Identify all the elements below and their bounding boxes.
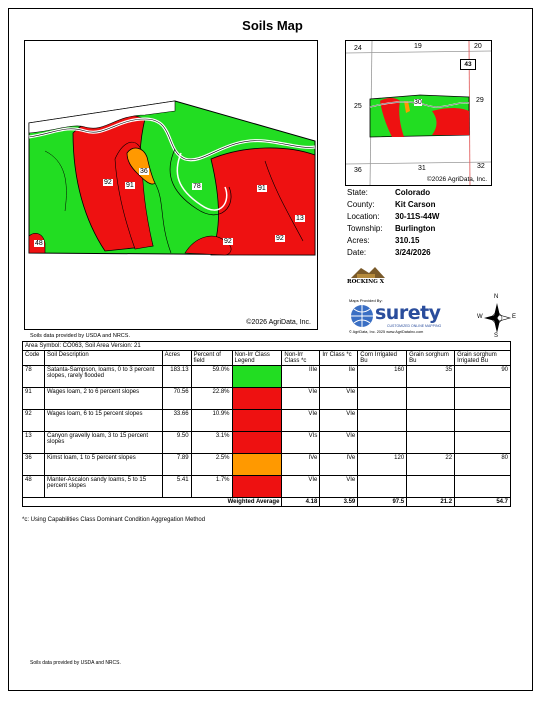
col-header: Soil Description bbox=[44, 351, 162, 366]
soil-acres: 9.50 bbox=[162, 432, 191, 454]
section-label: 36 bbox=[354, 167, 362, 174]
soil-percent: 10.9% bbox=[191, 410, 232, 432]
col-header: Non-Irr Class *c bbox=[282, 351, 320, 366]
soil-description: Manter-Ascalon sandy loams, 5 to 15 percent slopes bbox=[44, 476, 162, 498]
legend-swatch bbox=[233, 388, 282, 409]
weighted-label: Weighted Average bbox=[23, 498, 282, 507]
soil-percent: 3.1% bbox=[191, 432, 232, 454]
info-label: County: bbox=[347, 200, 375, 209]
info-row-date bbox=[347, 247, 439, 259]
nonirr-class: VIe bbox=[282, 476, 320, 498]
compass-s: S bbox=[494, 333, 499, 339]
nonirr-class: VIe bbox=[282, 410, 320, 432]
legend-color bbox=[232, 454, 282, 476]
map-copyright: ©2026 AgriData, Inc. bbox=[246, 319, 311, 326]
source-note: Soils data provided by USDA and NRCS. bbox=[30, 333, 130, 339]
info-value: 310.15 bbox=[395, 236, 420, 245]
grain-sorghum bbox=[407, 410, 455, 432]
col-header: Code bbox=[23, 351, 45, 366]
compass-w: W bbox=[477, 314, 483, 320]
table-header bbox=[23, 351, 511, 366]
weighted-nonirr: 4.18 bbox=[282, 498, 320, 507]
map-label: 92 bbox=[224, 238, 232, 245]
legend-color bbox=[232, 366, 282, 388]
col-header: Grain sorghum Irrigated Bu bbox=[455, 351, 511, 366]
map-label: 36 bbox=[140, 168, 148, 175]
weighted-irr: 3.59 bbox=[320, 498, 358, 507]
info-label: Acres: bbox=[347, 236, 370, 245]
map-label: 13 bbox=[296, 215, 304, 222]
col-header: Corn Irrigated Bu bbox=[358, 351, 407, 366]
info-value: Burlington bbox=[395, 224, 436, 233]
soil-code: 36 bbox=[23, 454, 45, 476]
surety-logo bbox=[347, 298, 472, 340]
locator-map[interactable] bbox=[345, 40, 492, 186]
grain-sorghum-irrigated bbox=[455, 410, 511, 432]
col-header: Acres bbox=[162, 351, 191, 366]
soil-description: Canyon gravelly loam, 3 to 15 percent slopes bbox=[44, 432, 162, 454]
compass-rose bbox=[477, 296, 517, 340]
grain-sorghum: 35 bbox=[407, 366, 455, 388]
info-row-state bbox=[347, 187, 439, 199]
globe-icon bbox=[349, 304, 375, 328]
soil-code: 92 bbox=[23, 410, 45, 432]
irr-class: VIe bbox=[320, 410, 358, 432]
nonirr-class: IVe bbox=[282, 454, 320, 476]
corn-irrigated bbox=[358, 432, 407, 454]
info-row-county bbox=[347, 199, 439, 211]
soil-code: 91 bbox=[23, 388, 45, 410]
col-header: Irr Class *c bbox=[320, 351, 358, 366]
section-label: 25 bbox=[354, 103, 362, 110]
page-title: Soils Map bbox=[242, 18, 303, 33]
legend-swatch bbox=[233, 432, 282, 453]
grain-sorghum bbox=[407, 476, 455, 498]
compass-n: N bbox=[494, 294, 499, 300]
section-label: 24 bbox=[354, 45, 362, 52]
legend-color bbox=[232, 388, 282, 410]
grain-sorghum-irrigated bbox=[455, 476, 511, 498]
locator-copyright: ©2026 AgriData, Inc. bbox=[426, 176, 487, 183]
legend-swatch bbox=[233, 476, 282, 497]
soil-percent: 2.5% bbox=[191, 454, 232, 476]
property-info bbox=[347, 187, 439, 259]
info-row-acres bbox=[347, 235, 439, 247]
corn-irrigated bbox=[358, 476, 407, 498]
soil-code: 78 bbox=[23, 366, 45, 388]
soil-description: Kimst loam, 1 to 5 percent slopes bbox=[44, 454, 162, 476]
surety-copyright: © AgriData, Inc. 2025 www.AgriDataInc.com bbox=[349, 330, 424, 334]
nonirr-class: VIs bbox=[282, 432, 320, 454]
section-label: 32 bbox=[477, 163, 485, 170]
weighted-average-row bbox=[23, 498, 511, 507]
irr-class: VIe bbox=[320, 388, 358, 410]
legend-swatch bbox=[233, 366, 282, 387]
soils-map-graphic bbox=[25, 41, 318, 330]
info-value: Colorado bbox=[395, 188, 431, 197]
weighted-corn: 97.5 bbox=[358, 498, 407, 507]
soil-description: Wages loam, 2 to 6 percent slopes bbox=[44, 388, 162, 410]
grain-sorghum-irrigated: 90 bbox=[455, 366, 511, 388]
col-header: Non-Irr Class Legend bbox=[232, 351, 282, 366]
info-label: Township: bbox=[347, 224, 383, 233]
table-row bbox=[23, 454, 511, 476]
col-header: Grain sorghum Bu bbox=[407, 351, 455, 366]
ranch-icon bbox=[347, 265, 387, 279]
info-value: Kit Carson bbox=[395, 200, 436, 209]
corn-irrigated bbox=[358, 388, 407, 410]
map-label: 92 bbox=[104, 179, 112, 186]
table-row bbox=[23, 410, 511, 432]
info-value: 30-11S-44W bbox=[395, 212, 440, 221]
section-label: 19 bbox=[414, 43, 422, 50]
nonirr-class: VIe bbox=[282, 388, 320, 410]
soil-acres: 5.41 bbox=[162, 476, 191, 498]
corn-irrigated: 160 bbox=[358, 366, 407, 388]
grain-sorghum bbox=[407, 388, 455, 410]
map-label: 91 bbox=[126, 182, 134, 189]
soil-percent: 59.0% bbox=[191, 366, 232, 388]
map-label: 91 bbox=[258, 185, 266, 192]
table-row bbox=[23, 476, 511, 498]
table-row bbox=[23, 366, 511, 388]
info-row-location bbox=[347, 211, 439, 223]
legend-swatch bbox=[233, 454, 282, 475]
table-row bbox=[23, 388, 511, 410]
grain-sorghum-irrigated bbox=[455, 432, 511, 454]
corn-irrigated: 120 bbox=[358, 454, 407, 476]
legend-swatch bbox=[233, 410, 282, 431]
legend-color bbox=[232, 432, 282, 454]
provided-by-text: Maps Provided By: bbox=[349, 298, 383, 303]
grain-sorghum-irrigated bbox=[455, 388, 511, 410]
area-symbol: Area Symbol: CO063, Soil Area Version: 21 bbox=[23, 342, 511, 351]
footnote: *c: Using Capabilities Class Dominant Condition Aggregation Method bbox=[22, 517, 206, 523]
legend-color bbox=[232, 476, 282, 498]
legend-color bbox=[232, 410, 282, 432]
irr-class: IVe bbox=[320, 454, 358, 476]
info-label: Location: bbox=[347, 212, 380, 221]
info-value: 3/24/2026 bbox=[395, 248, 431, 257]
surety-tagline: CUSTOMIZED ONLINE MAPPING bbox=[387, 324, 442, 328]
route-shield: 43 bbox=[460, 59, 476, 70]
section-label: 30 bbox=[414, 99, 422, 106]
col-header: Percent of field bbox=[191, 351, 232, 366]
soil-percent: 22.8% bbox=[191, 388, 232, 410]
soil-description: Wages loam, 6 to 15 percent slopes bbox=[44, 410, 162, 432]
corn-irrigated bbox=[358, 410, 407, 432]
grain-sorghum bbox=[407, 432, 455, 454]
compass-e: E bbox=[512, 314, 517, 320]
surety-brand: surety bbox=[375, 302, 441, 324]
soil-code: 13 bbox=[23, 432, 45, 454]
info-label: State: bbox=[347, 188, 368, 197]
soil-acres: 183.13 bbox=[162, 366, 191, 388]
grain-sorghum-irrigated: 80 bbox=[455, 454, 511, 476]
section-label: 31 bbox=[418, 165, 426, 172]
soils-map[interactable] bbox=[24, 40, 318, 330]
soil-description: Satanta-Sampson, loams, 0 to 3 percent slopes, rarely flooded bbox=[44, 366, 162, 388]
soil-code: 48 bbox=[23, 476, 45, 498]
section-label: 20 bbox=[474, 43, 482, 50]
map-label: 78 bbox=[193, 183, 201, 190]
info-row-township bbox=[347, 223, 439, 235]
bottom-source-note: Soils data provided by USDA and NRCS. bbox=[30, 660, 121, 666]
rocking-x-text: ROCKING X bbox=[347, 279, 384, 285]
weighted-sorghum: 21.2 bbox=[407, 498, 455, 507]
soil-acres: 7.89 bbox=[162, 454, 191, 476]
soils-table bbox=[22, 341, 511, 507]
irr-class: IIe bbox=[320, 366, 358, 388]
irr-class: VIe bbox=[320, 476, 358, 498]
table-row bbox=[23, 432, 511, 454]
irr-class: VIe bbox=[320, 432, 358, 454]
section-label: 29 bbox=[476, 97, 484, 104]
map-label: 48 bbox=[35, 240, 43, 247]
area-symbol-row bbox=[23, 342, 511, 351]
nonirr-class: IIIe bbox=[282, 366, 320, 388]
rocking-x-logo bbox=[347, 265, 387, 291]
grain-sorghum: 22 bbox=[407, 454, 455, 476]
weighted-sorghum-irr: 54.7 bbox=[455, 498, 511, 507]
info-label: Date: bbox=[347, 248, 367, 257]
map-label: 92 bbox=[276, 235, 284, 242]
soil-acres: 70.56 bbox=[162, 388, 191, 410]
soil-acres: 33.66 bbox=[162, 410, 191, 432]
soil-percent: 1.7% bbox=[191, 476, 232, 498]
